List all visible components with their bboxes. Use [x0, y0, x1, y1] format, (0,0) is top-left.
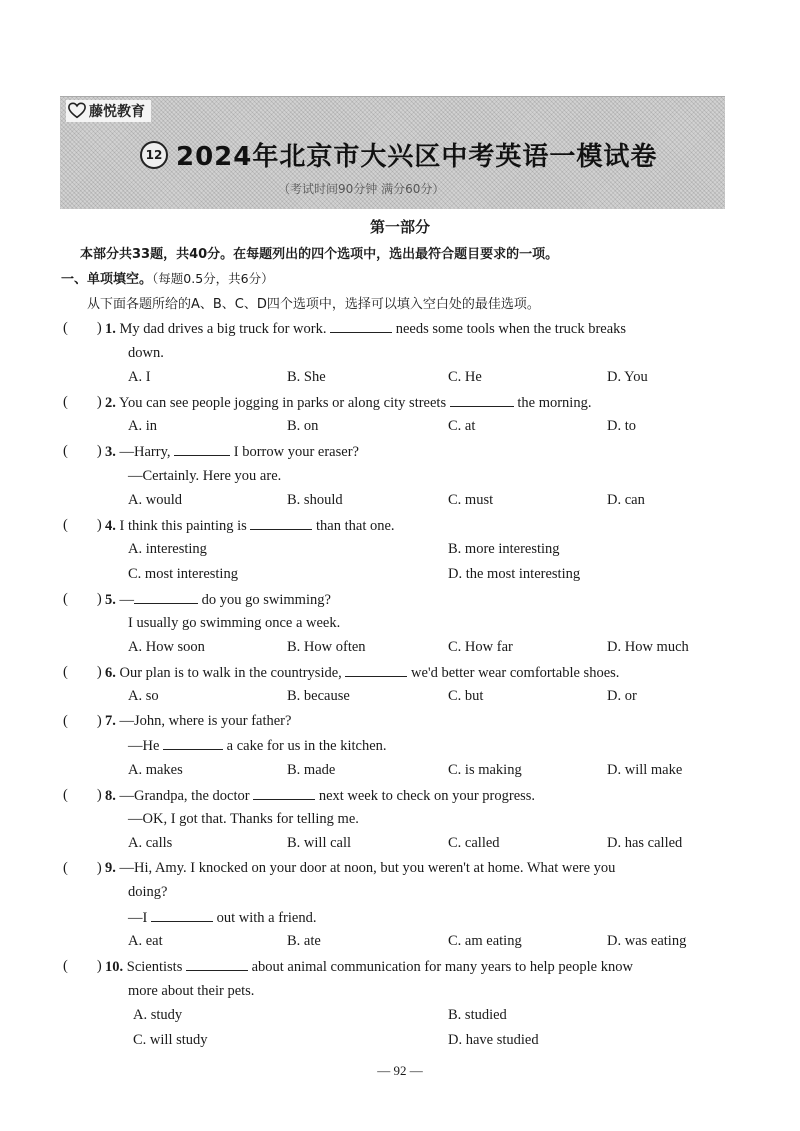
dialogue-reply	[128, 736, 387, 755]
stem-after: than that one.	[316, 518, 395, 534]
question-number: 1.	[105, 321, 116, 337]
option-d: D. How much	[607, 639, 689, 655]
answer-blank	[253, 786, 315, 800]
option-a: A. so	[128, 688, 159, 704]
dialogue-reply: —OK, I got that. Thanks for telling me.	[128, 811, 359, 827]
title-row	[140, 136, 657, 173]
question-number: 2.	[105, 395, 116, 411]
stem-after: about animal communication for many years to help people know	[251, 959, 633, 975]
option-c: C. at	[448, 418, 476, 434]
stem-before: —John, where is your father?	[119, 713, 292, 729]
option-a: A. interesting	[128, 541, 207, 557]
option-a: A. calls	[128, 835, 173, 851]
stem-before: You can see people jogging in parks or along city streets	[118, 395, 447, 411]
question-stem	[105, 393, 591, 412]
page-title: 2024年北京市大兴区中考英语一模试卷	[176, 142, 658, 172]
question-stem	[105, 442, 359, 461]
option-a: A. would	[128, 492, 182, 508]
reply-before: —He	[128, 738, 160, 754]
answer-bracket[interactable]: ( )	[63, 394, 102, 410]
option-d: D. can	[607, 492, 645, 508]
option-b: B. will call	[287, 835, 352, 851]
reply-before: —I	[128, 910, 148, 926]
answer-bracket[interactable]: ( )	[63, 517, 102, 533]
answer-bracket[interactable]: ( )	[63, 787, 102, 803]
reply-after: a cake for us in the kitchen.	[226, 738, 387, 754]
option-c: C. is making	[448, 762, 522, 778]
stem-after: I borrow your eraser?	[233, 444, 359, 460]
title-number-badge: 12	[140, 141, 168, 169]
question-stem	[105, 859, 615, 877]
stem-continuation: down.	[128, 345, 164, 361]
option-c: C. must	[448, 492, 494, 508]
dialogue-reply	[128, 908, 316, 927]
answer-blank	[345, 663, 407, 677]
option-d: D. You	[607, 369, 648, 385]
answer-blank	[134, 590, 198, 604]
option-c: C. but	[448, 688, 484, 704]
option-d: D. to	[607, 418, 636, 434]
question-number: 7.	[105, 713, 116, 729]
option-c: C. will study	[133, 1032, 208, 1048]
stem-continuation: doing?	[128, 884, 168, 900]
answer-blank	[450, 393, 514, 407]
answer-bracket[interactable]: ( )	[63, 320, 102, 336]
option-b: B. made	[287, 762, 336, 778]
question-stem	[105, 957, 633, 976]
option-d: D. have studied	[448, 1032, 539, 1048]
part-note: （每题0.5分，共6分）	[152, 271, 274, 286]
option-b: B. studied	[448, 1007, 507, 1023]
option-a: A. study	[133, 1007, 183, 1023]
stem-after: we'd better wear comfortable shoes.	[411, 665, 620, 681]
option-a: A. How soon	[128, 639, 205, 655]
stem-after: next week to check on your progress.	[318, 788, 536, 804]
question-stem	[105, 786, 535, 805]
stem-before: —Harry,	[119, 444, 171, 460]
stem-after: do you go swimming?	[201, 592, 331, 608]
stem-before: My dad drives a big truck for work.	[119, 321, 327, 337]
answer-bracket[interactable]: ( )	[63, 443, 102, 459]
stem-continuation: more about their pets.	[128, 983, 255, 999]
option-b: B. because	[287, 688, 350, 704]
option-c: C. am eating	[448, 933, 522, 949]
option-b: B. more interesting	[448, 541, 560, 557]
question-number: 8.	[105, 788, 116, 804]
option-b: B. ate	[287, 933, 321, 949]
answer-bracket[interactable]: ( )	[63, 713, 102, 729]
question-number: 4.	[105, 518, 116, 534]
stem-before: —Grandpa, the doctor	[119, 788, 250, 804]
question-stem	[105, 319, 626, 338]
logo-text: 藤悦教育	[89, 104, 145, 120]
answer-bracket[interactable]: ( )	[63, 664, 102, 680]
option-c: C. How far	[448, 639, 513, 655]
option-b: B. She	[287, 369, 326, 385]
option-d: D. the most interesting	[448, 566, 581, 582]
section-intro: 本部分共33题，共40分。在每题列出的四个选项中，选出最符合题目要求的一项。	[80, 247, 559, 262]
question-number: 6.	[105, 665, 116, 681]
answer-blank	[250, 516, 312, 530]
answer-blank	[151, 908, 213, 922]
option-d: D. or	[607, 688, 637, 704]
stem-before: I think this painting is	[119, 518, 247, 534]
question-stem	[105, 516, 395, 535]
stem-after: the morning.	[517, 395, 592, 411]
dialogue-reply: I usually go swimming once a week.	[128, 615, 341, 631]
stem-before: —	[119, 592, 134, 608]
reply-after: out with a friend.	[216, 910, 317, 926]
question-number: 5.	[105, 592, 116, 608]
option-c: C. most interesting	[128, 566, 238, 582]
stem-before: Our plan is to walk in the countryside,	[119, 665, 342, 681]
option-a: A. makes	[128, 762, 183, 778]
question-number: 10.	[105, 959, 124, 975]
option-b: B. How often	[287, 639, 366, 655]
question-stem	[105, 663, 619, 682]
question-stem	[105, 590, 331, 609]
part-title	[61, 268, 274, 287]
option-a: A. in	[128, 418, 157, 434]
exam-note: （考试时间90分钟 满分60分）	[278, 182, 445, 196]
publisher-logo	[66, 100, 151, 122]
page-number: — 92 —	[377, 1063, 423, 1078]
option-b: B. should	[287, 492, 343, 508]
heart-logo-icon	[68, 102, 86, 120]
stem-before: Scientists	[126, 959, 183, 975]
question-number: 3.	[105, 444, 116, 460]
option-d: D. has called	[607, 835, 683, 851]
answer-blank	[163, 736, 223, 750]
instruction: 从下面各题所给的A、B、C、D四个选项中，选择可以填入空白处的最佳选项。	[87, 297, 540, 312]
answer-bracket[interactable]: ( )	[63, 591, 102, 607]
question-number: 9.	[105, 860, 116, 876]
question-stem	[105, 712, 291, 730]
answer-bracket[interactable]: ( )	[63, 860, 102, 876]
answer-bracket[interactable]: ( )	[63, 958, 102, 974]
option-c: C. called	[448, 835, 500, 851]
stem-before: —Hi, Amy. I knocked on your door at noon, but you weren't at home. What were you	[119, 860, 616, 876]
option-c: C. He	[448, 369, 482, 385]
answer-blank	[330, 319, 392, 333]
section-heading: 第一部分	[369, 218, 430, 236]
option-d: D. was eating	[607, 933, 687, 949]
dialogue-reply: —Certainly. Here you are.	[128, 468, 282, 484]
answer-blank	[186, 957, 248, 971]
option-a: A. I	[128, 369, 151, 385]
option-a: A. eat	[128, 933, 163, 949]
option-d: D. will make	[607, 762, 683, 778]
part-title-text: 一、单项填空。	[61, 272, 153, 287]
option-b: B. on	[287, 418, 319, 434]
stem-after: needs some tools when the truck breaks	[395, 321, 627, 337]
answer-blank	[174, 442, 230, 456]
